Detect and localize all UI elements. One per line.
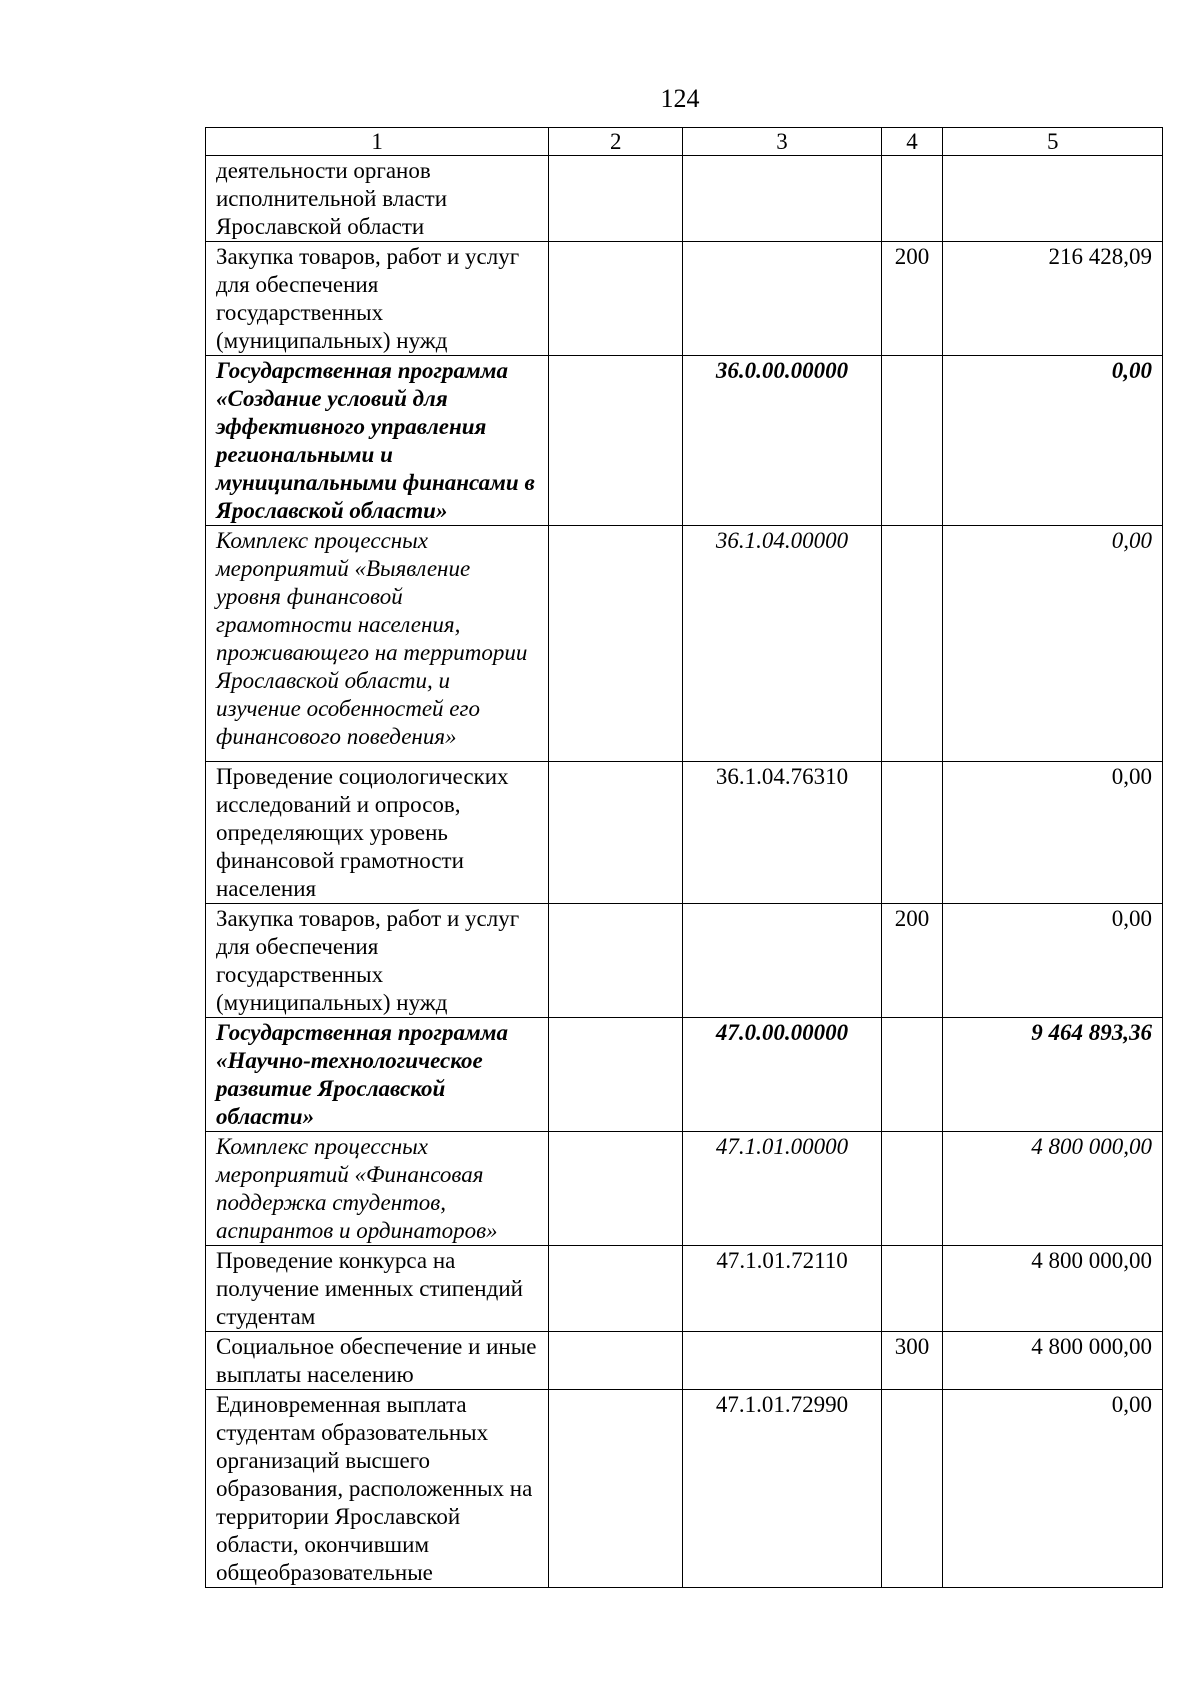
col2-cell [549,1332,683,1390]
table-header-row [206,128,1163,156]
code-cell [683,1332,881,1390]
name-cell: деятельности органов исполнительной власти Ярославской области [206,156,549,242]
col2-cell [549,156,683,242]
code-cell: 47.0.00.00000 [683,1018,881,1132]
col2-cell [549,526,683,762]
expense-type-cell: 300 [881,1332,943,1390]
name-cell: Проведение социологических исследований и опросов, определяющих уровень финансовой грамотности населения [206,762,549,904]
expense-type-cell [881,156,943,242]
table-row-complex [206,526,1163,762]
page-number: 124 [660,84,700,113]
amount-cell: 4 800 000,00 [943,1246,1163,1332]
name-cell: Комплекс процессных мероприятий «Выявление уровня финансовой грамотности населения, проживающего на территории Ярославской области, и изучение особенностей его финансового поведения» [206,526,549,762]
col2-cell [549,762,683,904]
amount-cell: 4 800 000,00 [943,1132,1163,1246]
expense-type-cell [881,356,943,526]
header-cell-3: 3 [683,128,881,156]
name-cell: Единовременная выплата студентам образовательных организаций высшего образования, расположенных на территории Ярославской области, окончившим общеобразовательные [206,1390,549,1588]
col2-cell [549,242,683,356]
name-cell: Государственная программа «Научно-технологическое развитие Ярославской области» [206,1018,549,1132]
code-cell: 47.1.01.72110 [683,1246,881,1332]
expense-type-cell [881,526,943,762]
expense-type-cell [881,1018,943,1132]
code-cell: 47.1.01.00000 [683,1132,881,1246]
table-row-complex [206,1132,1163,1246]
table-row [206,1390,1163,1588]
amount-cell: 0,00 [943,356,1163,526]
table-row-program [206,1018,1163,1132]
name-cell: Государственная программа «Создание условий для эффективного управления региональными и муниципальными финансами в Ярославской области» [206,356,549,526]
code-cell [683,242,881,356]
expense-type-cell [881,1132,943,1246]
table-row [206,904,1163,1018]
amount-cell: 216 428,09 [943,242,1163,356]
header-cell-1: 1 [206,128,549,156]
name-cell: Комплекс процессных мероприятий «Финансовая поддержка студентов, аспирантов и ординаторов» [206,1132,549,1246]
table-row [206,156,1163,242]
budget-table [205,127,1163,1588]
col2-cell [549,356,683,526]
expense-type-cell: 200 [881,904,943,1018]
col2-cell [549,904,683,1018]
code-cell: 36.1.04.00000 [683,526,881,762]
expense-type-cell: 200 [881,242,943,356]
col2-cell [549,1390,683,1588]
code-cell: 36.0.00.00000 [683,356,881,526]
header-cell-5: 5 [943,128,1163,156]
code-cell [683,156,881,242]
name-cell: Закупка товаров, работ и услуг для обеспечения государственных (муниципальных) нужд [206,242,549,356]
table-row [206,1246,1163,1332]
col2-cell [549,1132,683,1246]
name-cell: Проведение конкурса на получение именных стипендий студентам [206,1246,549,1332]
table-row [206,762,1163,904]
col2-cell [549,1018,683,1132]
header-cell-2: 2 [549,128,683,156]
table-row [206,1332,1163,1390]
amount-cell [943,156,1163,242]
amount-cell: 0,00 [943,526,1163,762]
amount-cell: 4 800 000,00 [943,1332,1163,1390]
expense-type-cell [881,1390,943,1588]
amount-cell: 0,00 [943,1390,1163,1588]
code-cell [683,904,881,1018]
expense-type-cell [881,762,943,904]
header-cell-4: 4 [881,128,943,156]
amount-cell: 0,00 [943,904,1163,1018]
amount-cell: 0,00 [943,762,1163,904]
expense-type-cell [881,1246,943,1332]
name-cell: Социальное обеспечение и иные выплаты населению [206,1332,549,1390]
table-row [206,242,1163,356]
table-row-program [206,356,1163,526]
code-cell: 36.1.04.76310 [683,762,881,904]
code-cell: 47.1.01.72990 [683,1390,881,1588]
amount-cell: 9 464 893,36 [943,1018,1163,1132]
name-cell: Закупка товаров, работ и услуг для обеспечения государственных (муниципальных) нужд [206,904,549,1018]
col2-cell [549,1246,683,1332]
